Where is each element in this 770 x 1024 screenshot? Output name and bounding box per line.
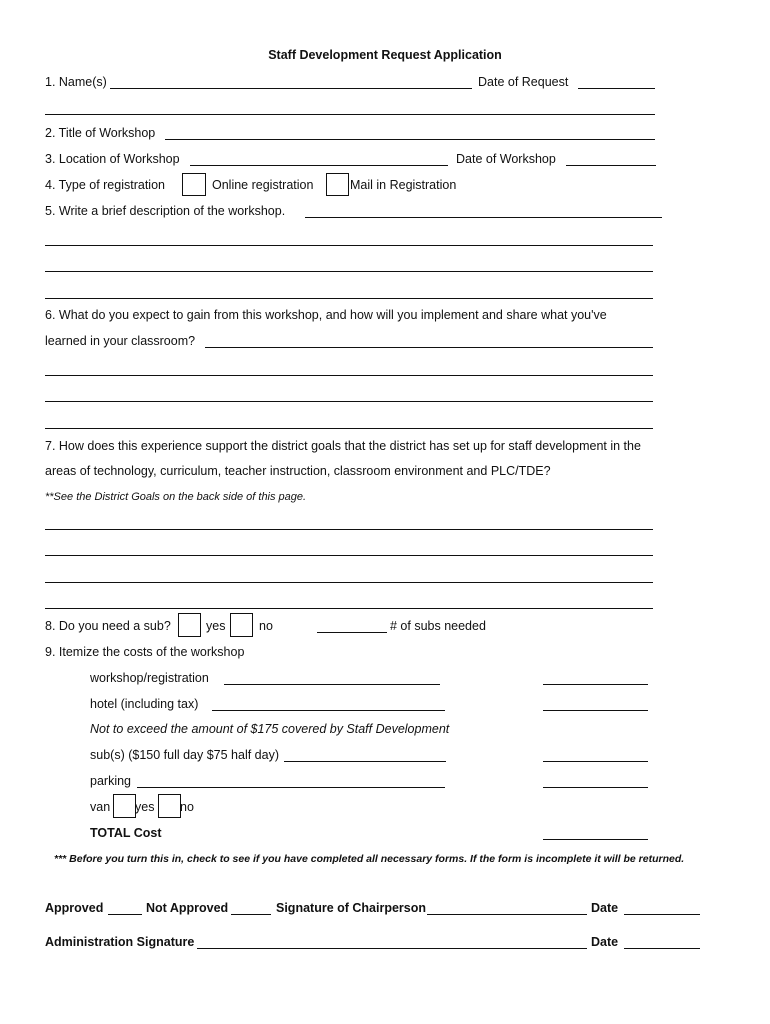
expected-gain-question-cont: learned in your classroom?: [45, 334, 196, 348]
approved-label: Approved: [45, 901, 104, 915]
date-of-workshop-label: Date of Workshop: [456, 152, 556, 166]
not-approved-field[interactable]: [231, 914, 271, 915]
workshop-registration-cost[interactable]: [543, 684, 648, 685]
type-of-registration-label: 4. Type of registration: [45, 178, 165, 192]
parking-cost[interactable]: [543, 787, 648, 788]
description-line[interactable]: [45, 245, 653, 246]
need-sub-label: 8. Do you need a sub?: [45, 619, 171, 633]
itemize-costs-label: 9. Itemize the costs of the workshop: [45, 645, 245, 659]
van-no-checkbox[interactable]: [158, 794, 181, 818]
district-goals-line[interactable]: [45, 608, 653, 609]
van-yes-label: yes: [135, 800, 155, 814]
expected-gain-field[interactable]: [205, 347, 653, 348]
hotel-label: hotel (including tax): [90, 697, 199, 711]
admin-date-field[interactable]: [624, 948, 700, 949]
sub-no-checkbox[interactable]: [230, 613, 253, 637]
district-goals-line[interactable]: [45, 582, 653, 583]
approval-date-label: Date: [591, 901, 619, 915]
date-of-request-label: Date of Request: [478, 75, 569, 89]
van-label: van: [90, 800, 111, 814]
description-label: 5. Write a brief description of the workshop.: [45, 204, 286, 218]
page-title: Staff Development Request Application: [268, 48, 502, 62]
district-goals-line[interactable]: [45, 529, 653, 530]
mail-registration-checkbox[interactable]: [326, 173, 349, 196]
location-of-workshop-field[interactable]: [190, 165, 448, 166]
subs-cost[interactable]: [543, 761, 648, 762]
online-registration-label: Online registration: [212, 178, 314, 192]
title-of-workshop-label: 2. Title of Workshop: [45, 126, 156, 140]
admin-signature-label: Administration Signature: [45, 935, 195, 949]
sub-yes-label: yes: [206, 619, 226, 633]
title-of-workshop-field[interactable]: [165, 139, 655, 140]
workshop-registration-field[interactable]: [224, 684, 440, 685]
parking-label: parking: [90, 774, 131, 788]
chairperson-signature-field[interactable]: [427, 914, 587, 915]
subs-cost-field[interactable]: [284, 761, 446, 762]
expected-gain-line[interactable]: [45, 428, 653, 429]
hotel-field[interactable]: [212, 710, 445, 711]
description-line[interactable]: [45, 271, 653, 272]
names-field-continued[interactable]: [45, 114, 655, 115]
description-field[interactable]: [305, 217, 662, 218]
chairperson-signature-label: Signature of Chairperson: [276, 901, 427, 915]
subs-needed-field[interactable]: [317, 632, 387, 633]
expected-gain-question: 6. What do you expect to gain from this workshop, and how will you implement and share what you've: [45, 308, 607, 322]
van-no-label: no: [180, 800, 194, 814]
names-field[interactable]: [110, 88, 472, 89]
subs-needed-label: # of subs needed: [390, 619, 486, 633]
van-yes-checkbox[interactable]: [113, 794, 136, 818]
online-registration-checkbox[interactable]: [182, 173, 206, 196]
total-cost-field[interactable]: [543, 839, 648, 840]
district-goals-line[interactable]: [45, 555, 653, 556]
parking-field[interactable]: [137, 787, 445, 788]
date-of-workshop-field[interactable]: [566, 165, 656, 166]
district-goals-question-cont: areas of technology, curriculum, teacher instruction, classroom environment and PLC/TDE?: [45, 464, 551, 478]
admin-signature-field[interactable]: [197, 948, 587, 949]
approved-field[interactable]: [108, 914, 142, 915]
admin-date-label: Date: [591, 935, 619, 949]
names-label: 1. Name(s): [45, 75, 107, 89]
limit-note: Not to exceed the amount of $175 covered by Staff Development: [90, 722, 450, 736]
date-of-request-field[interactable]: [578, 88, 655, 89]
sub-yes-checkbox[interactable]: [178, 613, 201, 637]
district-goals-note: **See the District Goals on the back side of this page.: [45, 491, 307, 503]
district-goals-question: 7. How does this experience support the district goals that the district has set up for staff development in the: [45, 439, 641, 453]
not-approved-label: Not Approved: [146, 901, 229, 915]
total-cost-label: TOTAL Cost: [90, 826, 162, 840]
workshop-registration-label: workshop/registration: [90, 671, 209, 685]
sub-no-label: no: [259, 619, 273, 633]
location-of-workshop-label: 3. Location of Workshop: [45, 152, 180, 166]
approval-date-field[interactable]: [624, 914, 700, 915]
incomplete-form-warning: *** Before you turn this in, check to see if you have completed all necessary forms. If the form is incomplete it will be returned.: [54, 853, 685, 865]
mail-registration-label: Mail in Registration: [350, 178, 457, 192]
expected-gain-line[interactable]: [45, 375, 653, 376]
subs-cost-label: sub(s) ($150 full day $75 half day): [90, 748, 279, 762]
hotel-cost[interactable]: [543, 710, 648, 711]
expected-gain-line[interactable]: [45, 401, 653, 402]
description-line[interactable]: [45, 298, 653, 299]
